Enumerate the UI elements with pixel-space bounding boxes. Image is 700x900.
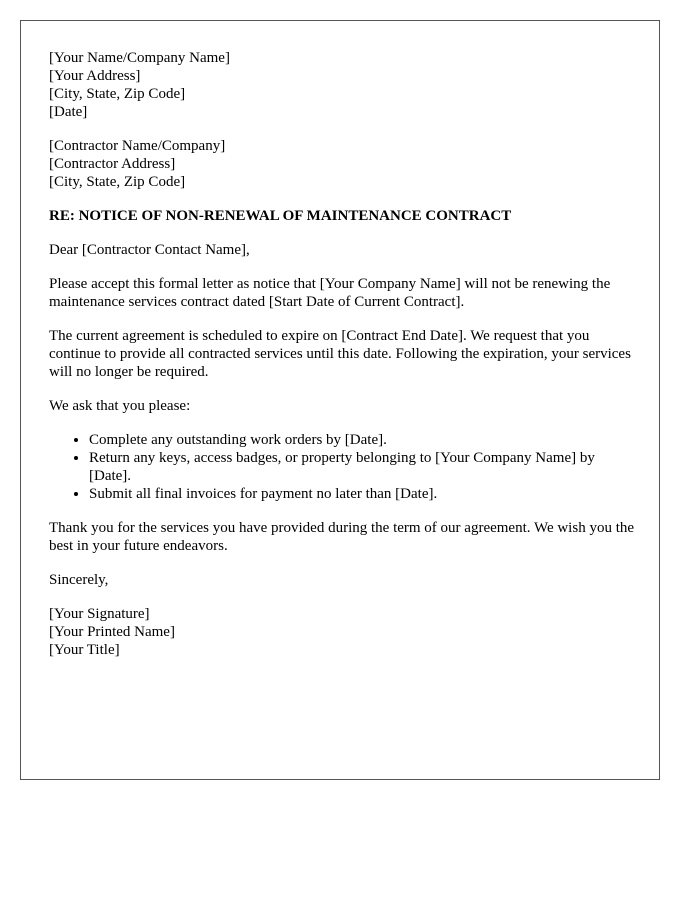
- complimentary-close: Sincerely,: [49, 572, 109, 588]
- paragraph-requests-intro: We ask that you please:: [49, 398, 191, 414]
- request-list: [49, 431, 634, 503]
- sender-block: [49, 49, 634, 121]
- recipient-city: [City, State, Zip Code]: [49, 174, 186, 190]
- recipient-name: [Contractor Name/Company]: [49, 138, 226, 154]
- sender-city: [City, State, Zip Code]: [49, 86, 186, 102]
- paragraph-notice: Please accept this formal letter as notice that [Your Company Name] will not be renewing the maintenance services contract dated [Start Date of Current Contract].: [49, 276, 611, 310]
- sender-name: [Your Name/Company Name]: [49, 50, 230, 66]
- sender-address: [Your Address]: [49, 68, 141, 84]
- request-item: • Submit all final invoices for payment no later than [Date].: [89, 485, 634, 503]
- signature-line: [Your Signature]: [49, 606, 150, 622]
- letter-body: [49, 49, 634, 675]
- printed-name: [Your Printed Name]: [49, 624, 175, 640]
- letter-date: [Date]: [49, 104, 88, 120]
- recipient-address: [Contractor Address]: [49, 156, 176, 172]
- paragraph-expiration: The current agreement is scheduled to expire on [Contract End Date]. We request that you continue to provide all contracted services until this date. Following the expiration, your services will no longer be required.: [49, 328, 631, 380]
- signer-title: [Your Title]: [49, 642, 120, 658]
- letter-page: [20, 20, 660, 780]
- salutation: Dear [Contractor Contact Name],: [49, 242, 250, 258]
- subject-line: RE: NOTICE OF NON-RENEWAL OF MAINTENANCE CONTRACT: [49, 208, 512, 224]
- request-item: • Complete any outstanding work orders by [Date].: [89, 431, 634, 449]
- recipient-block: [49, 137, 634, 191]
- closing-paragraph: Thank you for the services you have provided during the term of our agreement. We wish you the best in your future endeavors.: [49, 520, 635, 554]
- signature-block: [49, 605, 634, 659]
- request-item: • Return any keys, access badges, or property belonging to [Your Company Name] by [Date].: [89, 449, 634, 485]
